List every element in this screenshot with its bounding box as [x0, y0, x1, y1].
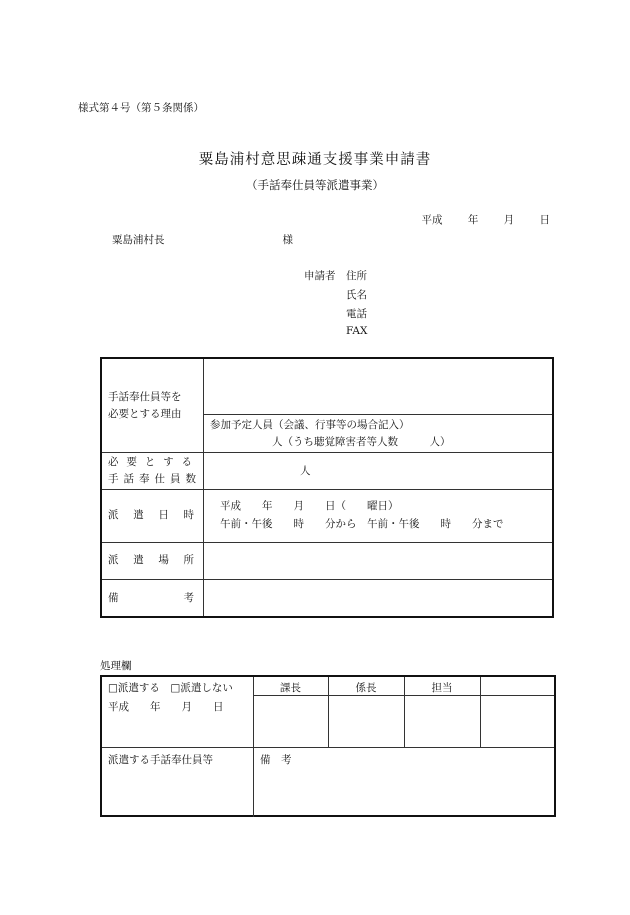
table-divider	[102, 452, 552, 453]
processing-label: 処理欄	[100, 660, 132, 672]
table-divider	[102, 489, 552, 490]
addressee	[112, 232, 293, 247]
interpreter-label: 派遣する手話奉仕員等	[108, 754, 213, 766]
date-day: 日	[539, 214, 550, 226]
datetime-label: 派 遣 日 時	[108, 509, 194, 521]
date-year: 年	[467, 214, 479, 226]
required-count-label: 必 要 と す る 手 話 奉 仕 員 数	[108, 456, 196, 485]
processing-date[interactable]: 平成 年 月 日	[108, 701, 224, 713]
addressee-name: 粟島浦村長	[112, 234, 165, 246]
applicant-label: 申請者	[304, 270, 336, 282]
table-divider	[102, 747, 554, 748]
processing-remarks-label: 備 考	[260, 754, 292, 766]
table-divider	[102, 579, 552, 580]
reason-field[interactable]	[206, 361, 551, 411]
form-number: 様式第４号（第５条関係）	[78, 102, 204, 114]
date-month: 月	[503, 214, 515, 226]
document-title: 粟島浦村意思疎通支援事業申請書	[198, 152, 432, 168]
datetime-time-field[interactable]: 午前・午後 時 分から 午前・午後 時 分まで	[220, 518, 504, 530]
datetime-date-field[interactable]: 平成 年 月 日（ 曜日）	[220, 500, 399, 512]
dispatch-options[interactable]: □派遣する □派遣しない	[108, 682, 233, 694]
applicant-phone-field[interactable]: 電話	[346, 308, 367, 320]
applicant-name-field[interactable]: 氏名	[346, 289, 367, 301]
participants-count-field[interactable]: 人（うち聴覚障害者等人数 人）	[272, 436, 451, 448]
remarks-field[interactable]	[206, 582, 551, 614]
header-subsection-chief: 係長	[355, 682, 377, 694]
reason-label: 手話奉仕員等を 必要とする理由	[108, 391, 182, 420]
header-staff: 担当	[431, 682, 453, 694]
table-divider	[253, 695, 554, 696]
remarks-label: 備 考	[108, 592, 194, 604]
applicant-address-field[interactable]: 住所	[346, 270, 367, 282]
header-section-chief: 課長	[280, 682, 301, 694]
table-divider	[480, 677, 481, 747]
table-divider	[203, 414, 552, 415]
document-subtitle: （手話奉仕員等派遣事業）	[246, 178, 384, 192]
participants-label: 参加予定人員（会議、行事等の場合記入）	[210, 419, 410, 431]
required-count-field[interactable]: 人	[300, 465, 311, 477]
application-date	[421, 212, 550, 227]
date-era: 平成	[421, 214, 443, 226]
addressee-honorific: 様	[282, 234, 293, 246]
application-table	[100, 357, 554, 618]
place-field[interactable]	[206, 545, 551, 577]
applicant-fax-field[interactable]: FAX	[346, 325, 368, 337]
place-label: 派 遣 場 所	[108, 554, 194, 566]
processing-table	[100, 675, 556, 817]
table-divider	[203, 359, 204, 616]
table-divider	[102, 542, 552, 543]
